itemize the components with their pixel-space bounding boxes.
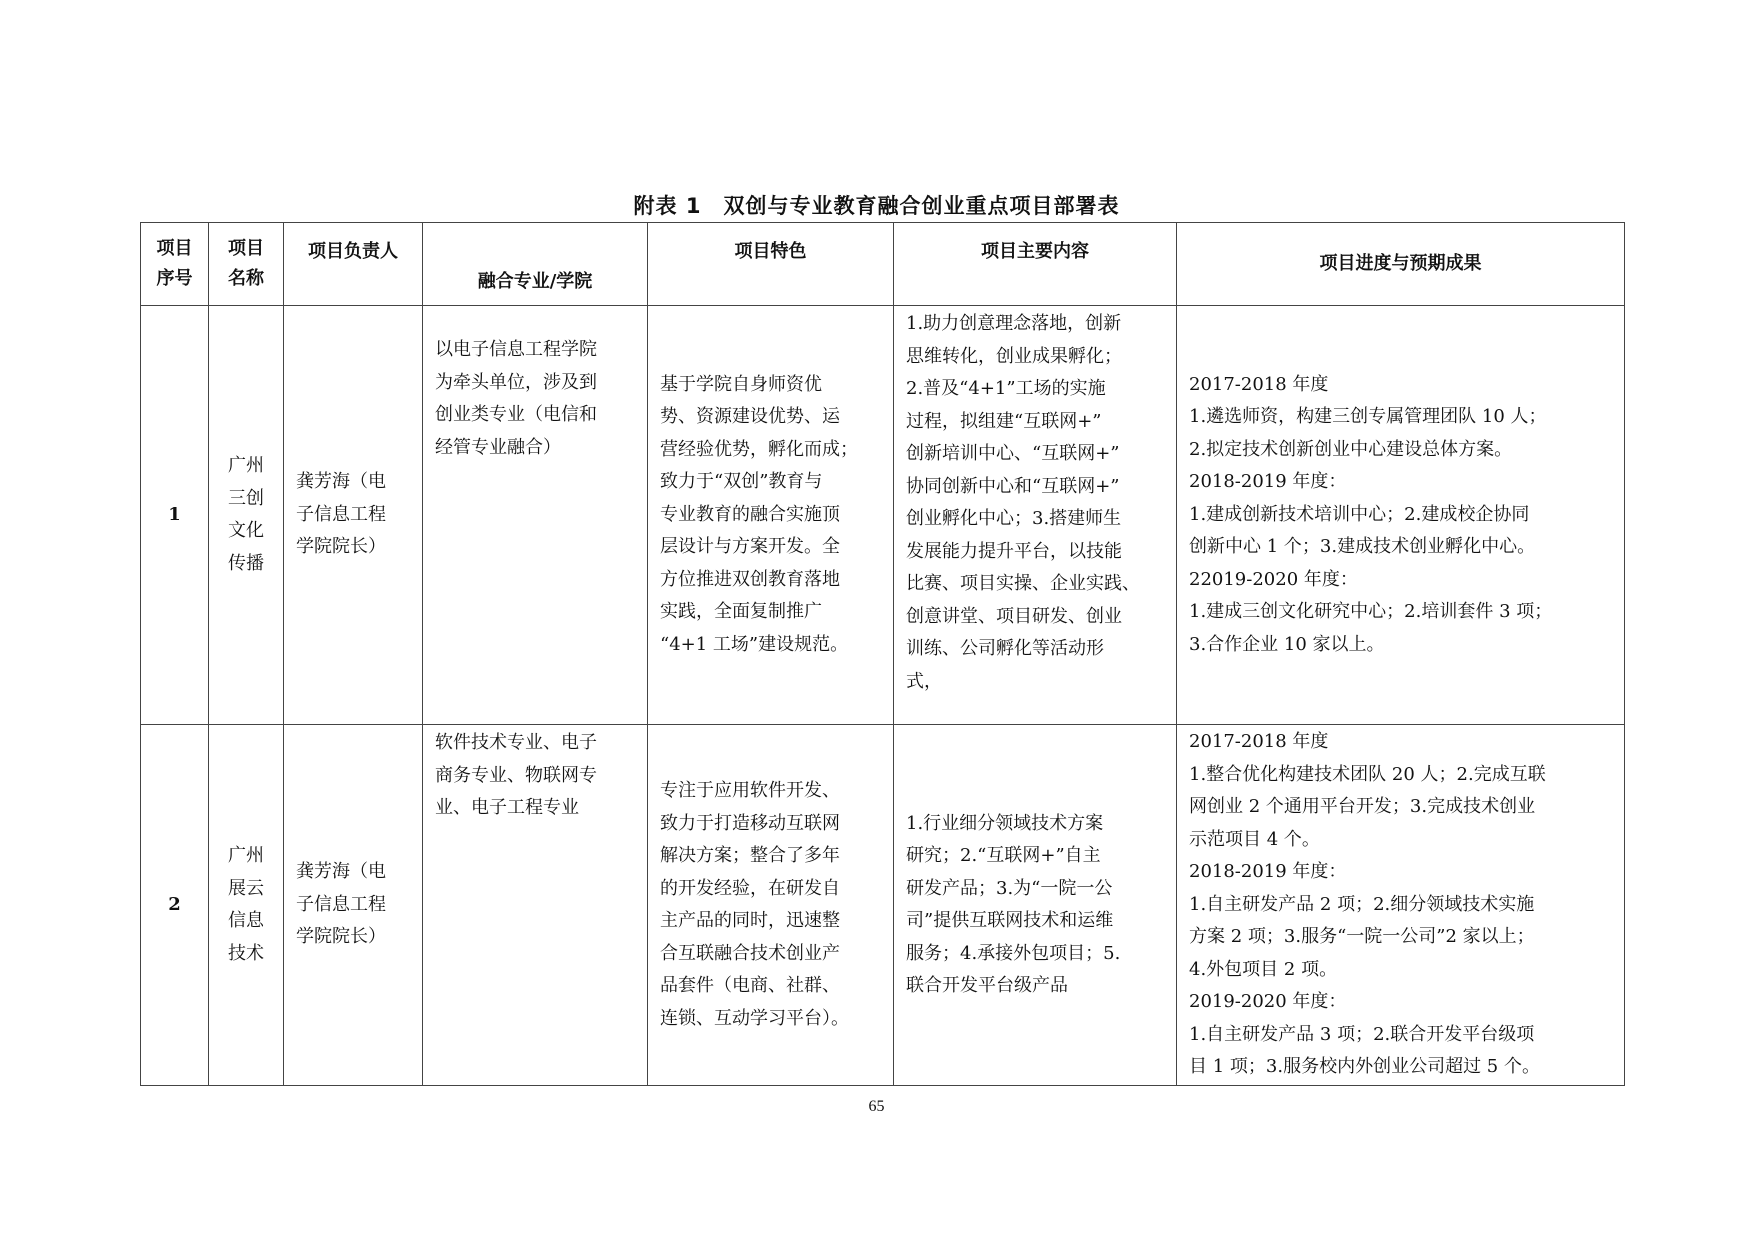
row-feature: 专注于应用软件开发、 致力于打造移动互联网 解决方案；整合了多年 的开发经验，在研发自 主产品的同时，迅速整 合互联融合技术创业产 品套件（电商、社群、 连锁、互动学习平台）。 xyxy=(648,725,894,1086)
row-content: 1.行业细分领域技术方案 研究；2.“互联网+”自主 研发产品；3.为“一院一公 司”提供互联网技术和运维 服务；4.承接外包项目；5. 联合开发平台级产品 xyxy=(894,725,1177,1086)
row-major: 以电子信息工程学院 为牵头单位，涉及到 创业类专业（电信和 经管专业融合） xyxy=(423,306,648,725)
page-number: 65 xyxy=(868,1098,885,1115)
page-title: 附表 1 双创与专业教育融合创业重点项目部署表 xyxy=(633,194,1120,218)
table-header xyxy=(141,223,1625,306)
row-content: 1.助力创意理念落地，创新 思维转化，创业成果孵化； 2.普及“4+1”工场的实施 过程，拟组建“互联网+” 创新培训中心、“互联网+” 协同创新中心和“互联网+” 创业孵化中心；3.搭建师生 发展能力提升平台，以技能 比赛、项目实操、企业实践、 创意讲堂、项目研发、创业 训练、公司孵化等活动形 式， xyxy=(894,306,1177,725)
header-leader: 项目负责人 xyxy=(284,223,423,306)
project-table xyxy=(140,222,1625,1086)
header-progress: 项目进度与预期成果 xyxy=(1177,223,1625,306)
row-seq: 2 xyxy=(141,725,209,1086)
row-name: 广州 三创 文化 传播 xyxy=(209,306,284,725)
row-progress: 2017-2018 年度 1.遴选师资，构建三创专属管理团队 10 人； 2.拟定技术创新创业中心建设总体方案。 2018-2019 年度： 1.建成创新技术培训中心；2.建成校企协同 创新中心 1 个；3.建成技术创业孵化中心。 22019-2020 年度： 1.建成三创文化研究中心；2.培训套件 3 项； 3.合作企业 10 家以上。 xyxy=(1177,306,1625,725)
table-row xyxy=(141,306,1625,725)
table-row xyxy=(141,725,1625,1086)
row-leader: 龚芳海（电 子信息工程 学院院长） xyxy=(284,306,423,725)
row-major: 软件技术专业、电子 商务专业、物联网专 业、电子工程专业 xyxy=(423,725,648,1086)
row-progress: 2017-2018 年度 1.整合优化构建技术团队 20 人；2.完成互联 网创业 2 个通用平台开发；3.完成技术创业 示范项目 4 个。 2018-2019 年度： 1.自主研发产品 2 项；2.细分领域技术实施 方案 2 项；3.服务“一院一公司”2 家以上； 4.外包项目 2 项。 2019-2020 年度： 1.自主研发产品 3 项；2.联合开发平台级项 目 1 项；3.服务校内外创业公司超过 5 个。 xyxy=(1177,725,1625,1086)
header-seq: 项目 序号 xyxy=(141,223,209,306)
header-name: 项目 名称 xyxy=(209,223,284,306)
row-feature: 基于学院自身师资优 势、资源建设优势、运 营经验优势，孵化而成； 致力于“双创”教育与 专业教育的融合实施顶 层设计与方案开发。全 方位推进双创教育落地 实践，全面复制推广 “4+1 工场”建设规范。 xyxy=(648,306,894,725)
row-leader: 龚芳海（电 子信息工程 学院院长） xyxy=(284,725,423,1086)
header-major: 融合专业/学院 xyxy=(423,223,648,306)
header-feature: 项目特色 xyxy=(648,223,894,306)
row-seq: 1 xyxy=(141,306,209,725)
header-content: 项目主要内容 xyxy=(894,223,1177,306)
row-name: 广州 展云 信息 技术 xyxy=(209,725,284,1086)
